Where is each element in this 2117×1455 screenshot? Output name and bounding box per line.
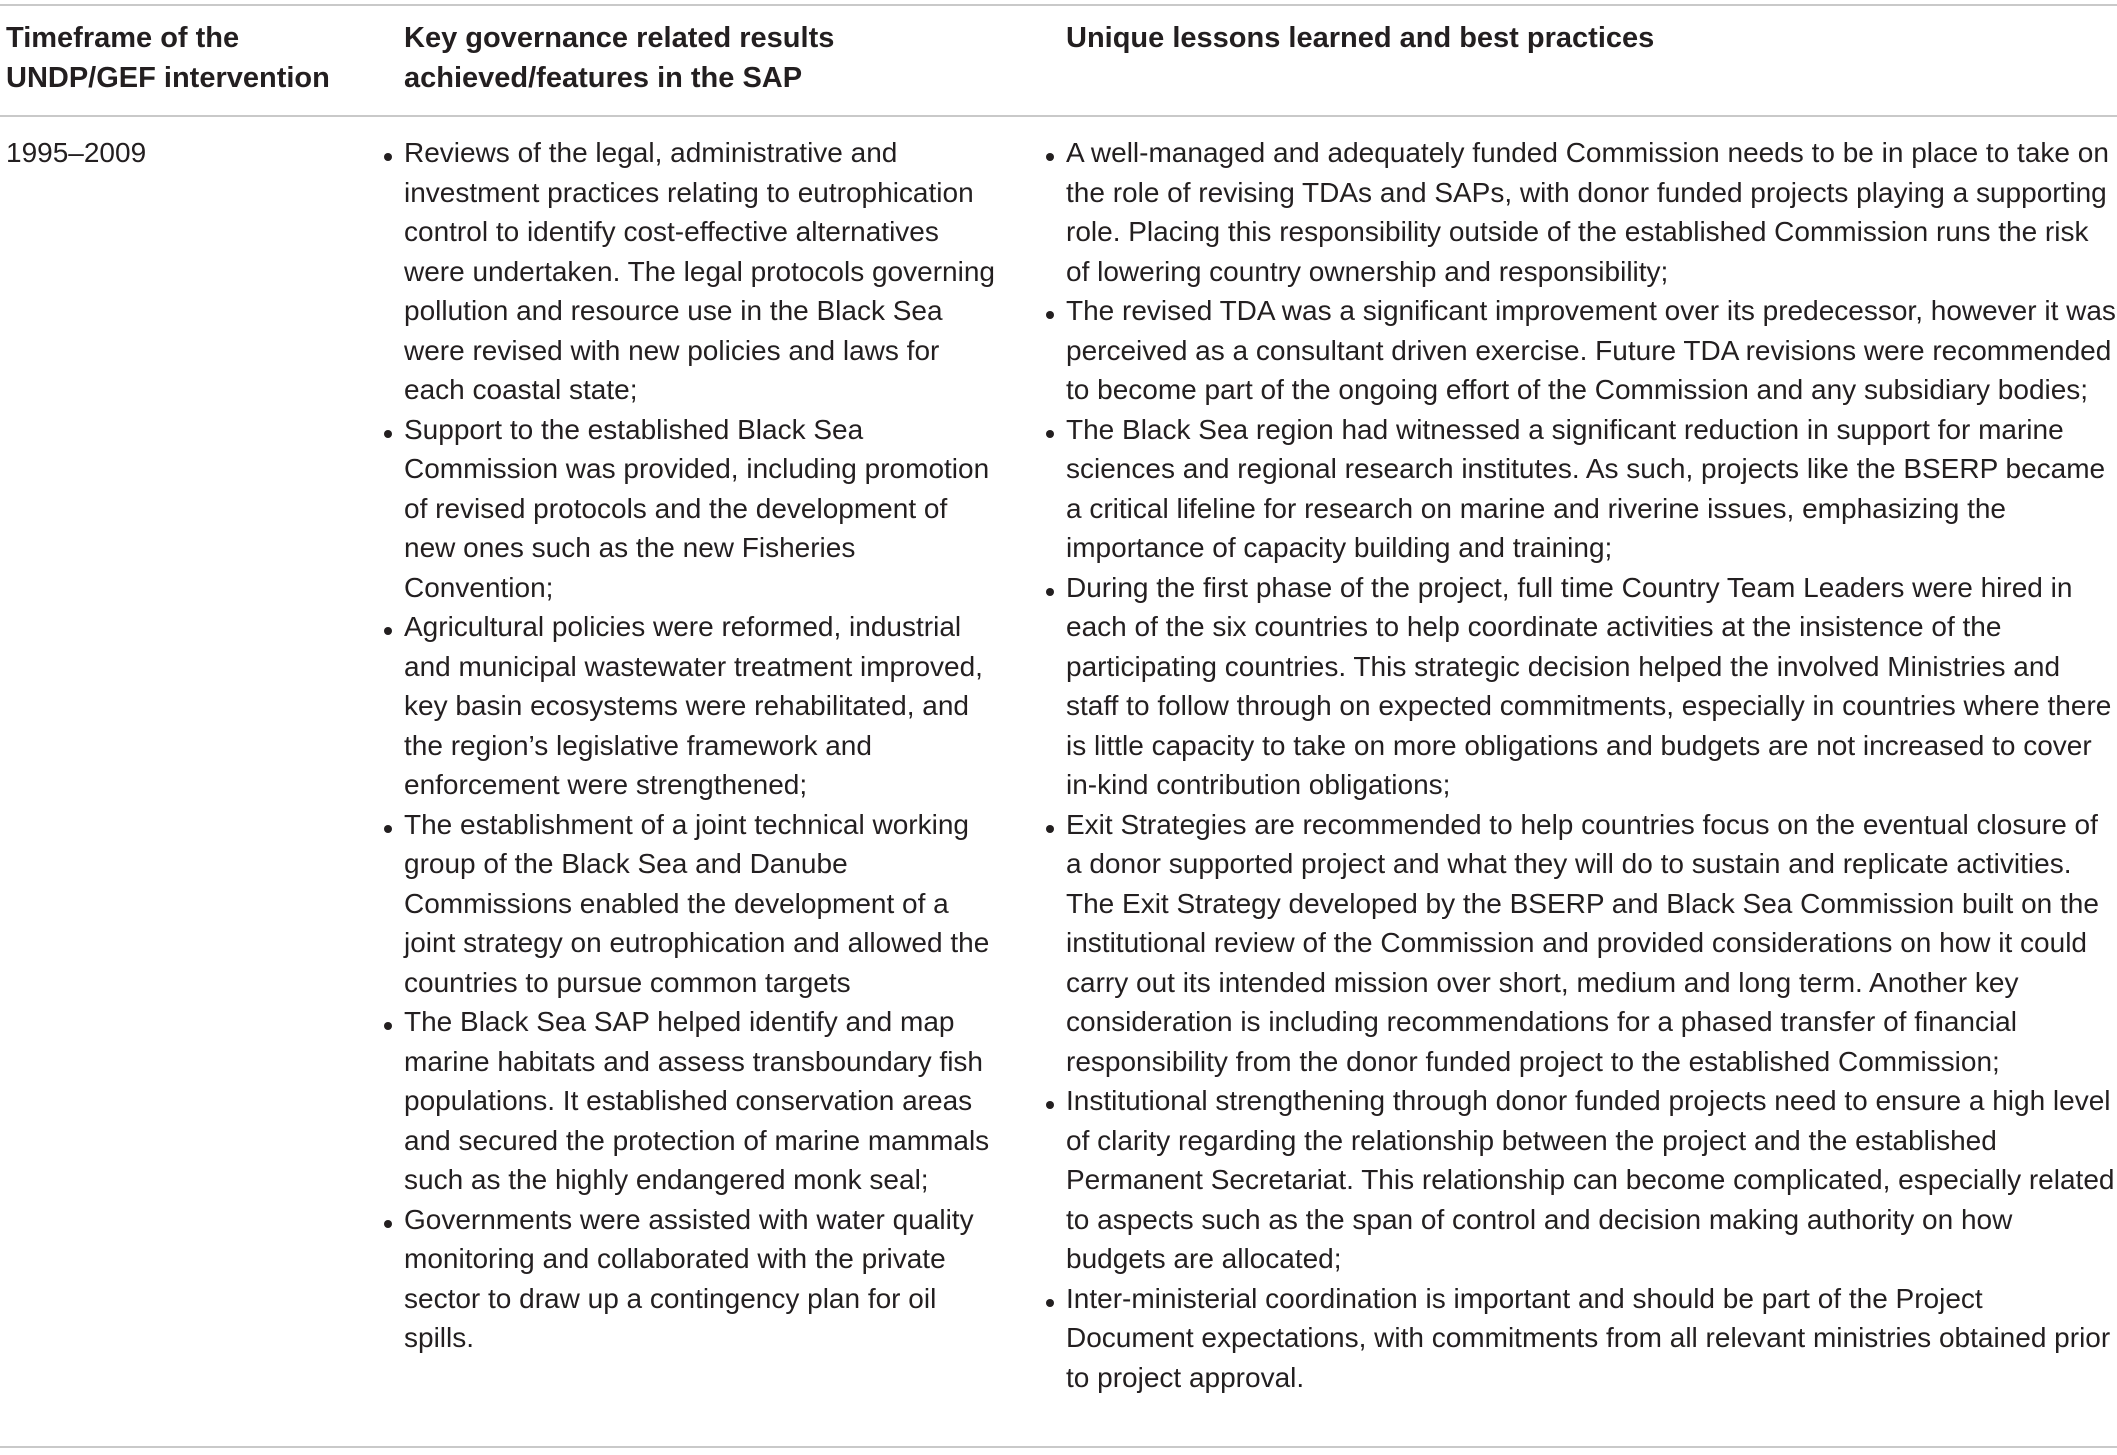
table-header-row [0,18,2117,108]
bullet-icon [1046,1101,1054,1109]
cell-timeframe: 1995–2009 [6,137,147,168]
list-item [1046,568,2117,805]
results-list [384,133,1024,1358]
list-item-text: During the first phase of the project, full time Country Team Leaders were hired in each of the six countries to help coordinate activities at the insistence of the participating countries. This strategic decision helped the involved Ministries and staff to follow through on expected commitments, especially in countries where there is little capacity to take on more obligations and budgets are not increased to cover in-kind contribution obligations; [1066,571,2112,800]
cell-results [384,133,1024,1358]
table-header-rule [0,115,2117,117]
header-timeframe: Timeframe of the UNDP/GEF intervention [6,22,330,94]
bullet-icon [384,1220,392,1228]
list-item-text: Governments were assisted with water quality monitoring and collaborated with the private sector to draw up a contingency plan for oil spills. [404,1203,974,1353]
cell-lessons [1046,133,2117,1397]
bullet-icon [1046,430,1054,438]
list-item [1046,1279,2117,1398]
list-item [384,607,1004,805]
bullet-icon [1046,825,1054,833]
lessons-list [1046,133,2117,1397]
list-item-text: Reviews of the legal, administrative and investment practices relating to eutrophication control to identify cost-effective alternatives were undertaken. The legal protocols governing pollution and resource use in the Black Sea were revised with new policies and laws for each coastal state; [404,137,995,405]
list-item-text: A well-managed and adequately funded Commission needs to be in place to take on the role of revising TDAs and SAPs, with donor funded projects playing a supporting role. Placing this responsibility outside of the established Commission runs the risk of lowering country ownership and responsibility; [1066,137,2109,287]
header-lessons: Unique lessons learned and best practices [1066,22,1655,54]
bullet-icon [384,430,392,438]
list-item-text: Institutional strengthening through donor funded projects need to ensure a high level of clarity regarding the relationship between the project and the established Permanent Secretariat. This relationship can become complicated, especially related to aspects such as the span of control and decision making authority on how budgets are allocated; [1066,1085,2115,1274]
bullet-icon [1046,588,1054,596]
list-item-text: The establishment of a joint technical working group of the Black Sea and Danube Commissions enabled the development of a joint strategy on eutrophication and allowed the countries to pursue common targets [404,808,990,998]
list-item [384,1002,1004,1200]
list-item-text: Support to the established Black Sea Commission was provided, including promotion of revised protocols and the development of new ones such as the new Fisheries Convention; [404,413,990,603]
table-top-rule [0,4,2117,6]
list-item-text: The Black Sea region had witnessed a significant reduction in support for marine sciences and regional research institutes. As such, projects like the BSERP became a critical lifeline for research on marine and riverine issues, emphasizing the importance of capacity building and training; [1066,413,2106,563]
bullet-icon [1046,1299,1054,1307]
bullet-icon [384,153,392,161]
list-item [384,133,1004,410]
bullet-icon [384,1022,392,1030]
bullet-icon [384,627,392,635]
list-item [1046,410,2117,568]
list-item [1046,1081,2117,1279]
list-item-text: The Black Sea SAP helped identify and map marine habitats and assess transboundary fish populations. It established conservation areas and secured the protection of marine mammals such as the highly endangered monk seal; [404,1006,990,1195]
list-item-text: Exit Strategies are recommended to help countries focus on the eventual closure of a donor supported project and what they will do to sustain and replicate activities. The Exit Strategy developed by the BSERP and Black Sea Commission built on the institutional review of the Commission and provided considerations on how it could carry out its intended mission over short, medium and long term. Another key consideration is including recommendations for a phased transfer of financial responsibility from the donor funded project to the established Commission; [1066,808,2099,1077]
list-item-text: The revised TDA was a significant improvement over its predecessor, however it was perceived as a consultant driven exercise. Future TDA revisions were recommended to become part of the ongoing effort of the Commission and any subsidiary bodies; [1066,295,2116,405]
table-bottom-rule [0,1446,2117,1448]
list-item [1046,805,2117,1082]
bullet-icon [1046,311,1054,319]
bullet-icon [1046,153,1054,161]
list-item [1046,133,2117,291]
list-item-text: Agricultural policies were reformed, industrial and municipal wastewater treatment improved, key basin ecosystems were rehabilitated, and the region’s legislative framework and enforcement were strengthened; [404,611,983,800]
header-results: Key governance related results achieved/features in the SAP [404,22,835,94]
list-item [384,410,1004,608]
list-item [384,805,1004,1003]
list-item-text: Inter-ministerial coordination is important and should be part of the Project Document expectations, with commitments from all relevant ministries obtained prior to project approval. [1066,1282,2111,1393]
list-item [384,1200,1004,1358]
list-item [1046,291,2117,410]
bullet-icon [384,825,392,833]
